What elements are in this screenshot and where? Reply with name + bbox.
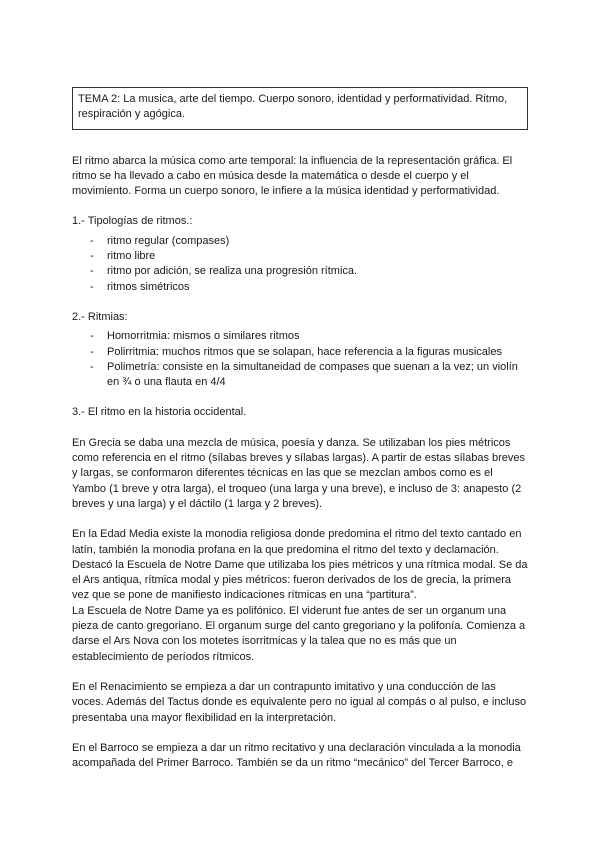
- document-page: [72, 87, 528, 786]
- section-3-heading: 3.- El ritmo en la historia occidental.: [72, 406, 247, 419]
- list-item: - ritmo regular (compases): [72, 234, 528, 249]
- section-1-heading: 1.- Tipologías de ritmos.:: [72, 215, 193, 228]
- notre-dame-paragraph: La Escuela de Notre Dame ya es polifónico. El viderunt fue antes de ser un organum una pieza de canto gregoriano. El organum surge del canto gregoriano y la polifonía. Comienza a darse el Ars Nova con los motetes isorritmicas y la talea que no es más que un establecimiento de períodos rítmicos.: [72, 604, 526, 663]
- greece-paragraph: En Grecia se daba una mezcla de música, poesía y danza. Se utilizaban los pies métricos como referencia en el ritmo (sílabas breves y sílabas largas). A partir de estas sílabas breves y largas, se conformaron diferentes técnicas en las que se mezclan ambos como es el Yambo (1 breve y otra larga), el troqueo (una larga y una breve), e incluso de 3: anapesto (2 breves y una larga) y el dáctilo (1 larga y 2 breves).: [72, 436, 526, 510]
- intro-paragraph: El ritmo abarca la música como arte temporal: la influencia de la representación gráfica. El ritmo se ha llevado a cabo en música desde la matemática o desde el cuerpo y el movimiento. Forma un cuerpo sonoro, le infiere a la música identidad y performatividad.: [72, 154, 513, 198]
- title-box: TEMA 2: La musica, arte del tiempo. Cuerpo sonoro, identidad y performatividad. Ritmo, respiración y agógica.: [72, 87, 528, 130]
- list-item: - ritmo libre: [72, 249, 528, 264]
- list-item: - ritmo por adición, se realiza una progresión rítmica.: [72, 264, 528, 279]
- list-item: - Polirritmia: muchos ritmos que se solapan, hace referencia a la figuras musicales: [72, 345, 528, 360]
- list-item: - Polimetría: consiste en la simultaneidad de compases que suenan a la vez; un violín en ¾ o una flauta en 4/4: [72, 360, 528, 391]
- list-item: - Homorritmia: mismos o similares ritmos: [72, 329, 528, 344]
- section-2-heading: 2.- Ritmias:: [72, 310, 128, 323]
- renaissance-paragraph: En el Renacimiento se empieza a dar un contrapunto imitativo y una conducción de las voces. Además del Tactus donde es equivalente pero no igual al compás o al pulso, e incluso presentaba una mayor flexibilidad en la interpretación.: [72, 680, 527, 724]
- section-1-list: [72, 234, 528, 295]
- baroque-paragraph: En el Barroco se empieza a dar un ritmo recitativo y una declaración vinculada a la monodia acompañada del Primer Barroco. También se da un ritmo “mecánico” del Tercer Barroco, e: [72, 741, 521, 770]
- middle-ages-paragraph: En la Edad Media existe la monodia religiosa donde predomina el ritmo del texto cantado en latín, también la monodia profana en la que predomina el ritmo del texto y declamación. Destacó la Escuela de Notre Dame que utilizaba los pies métricos y una rítmica modal. Se da el Ars antiqua, rítmica modal y pies métricos: fueron derivados de los de grecia, la primera vez que se pone de manifiesto indicaciones rítmicas en una “partitura”.: [72, 528, 528, 602]
- section-2-list: [72, 329, 528, 390]
- list-item: - ritmos simétricos: [72, 280, 528, 295]
